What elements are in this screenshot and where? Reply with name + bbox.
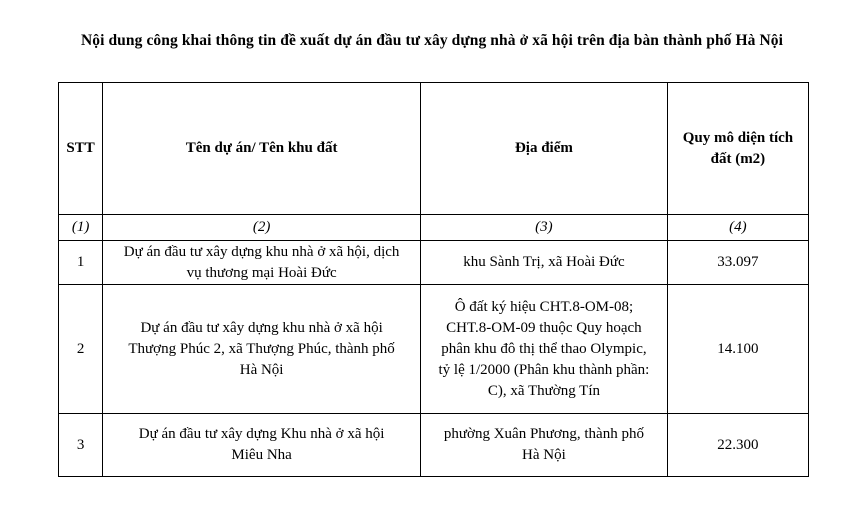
row-stt: 1 [59, 241, 103, 285]
row-area: 33.097 [667, 241, 808, 285]
row-stt: 2 [59, 285, 103, 414]
row-project-name: Dự án đầu tư xây dựng khu nhà ở xã hội Thượng Phúc 2, xã Thượng Phúc, thành phố Hà Nội [103, 285, 421, 414]
row-project-name: Dự án đầu tư xây dựng Khu nhà ở xã hội Miêu Nha [103, 414, 421, 477]
row-location: phường Xuân Phương, thành phố Hà Nội [421, 414, 668, 477]
row-area: 22.300 [667, 414, 808, 477]
table-row [59, 241, 809, 285]
table-header-row [59, 83, 809, 215]
column-index: (3) [421, 215, 668, 241]
table-row [59, 414, 809, 477]
row-stt: 3 [59, 414, 103, 477]
row-area: 14.100 [667, 285, 808, 414]
column-index-row [59, 215, 809, 241]
column-index: (2) [103, 215, 421, 241]
row-project-name: Dự án đầu tư xây dựng khu nhà ở xã hội, dịch vụ thương mại Hoài Đức [103, 241, 421, 285]
column-index: (4) [667, 215, 808, 241]
header-project-name: Tên dự án/ Tên khu đất [103, 83, 421, 215]
header-area: Quy mô diện tích đất (m2) [667, 83, 808, 215]
column-index: (1) [59, 215, 103, 241]
projects-table [58, 82, 809, 477]
table-row [59, 285, 809, 414]
row-location: khu Sành Trị, xã Hoài Đức [421, 241, 668, 285]
row-location: Ô đất ký hiệu CHT.8-OM-08; CHT.8-OM-09 thuộc Quy hoạch phân khu đô thị thể thao Olympic, tỷ lệ 1/2000 (Phân khu thành phần: C), xã Thường Tín [421, 285, 668, 414]
header-location: Địa điểm [421, 83, 668, 215]
document-title: Nội dung công khai thông tin đề xuất dự án đầu tư xây dựng nhà ở xã hội trên địa bàn thành phố Hà Nội [80, 32, 784, 49]
header-stt: STT [59, 83, 103, 215]
